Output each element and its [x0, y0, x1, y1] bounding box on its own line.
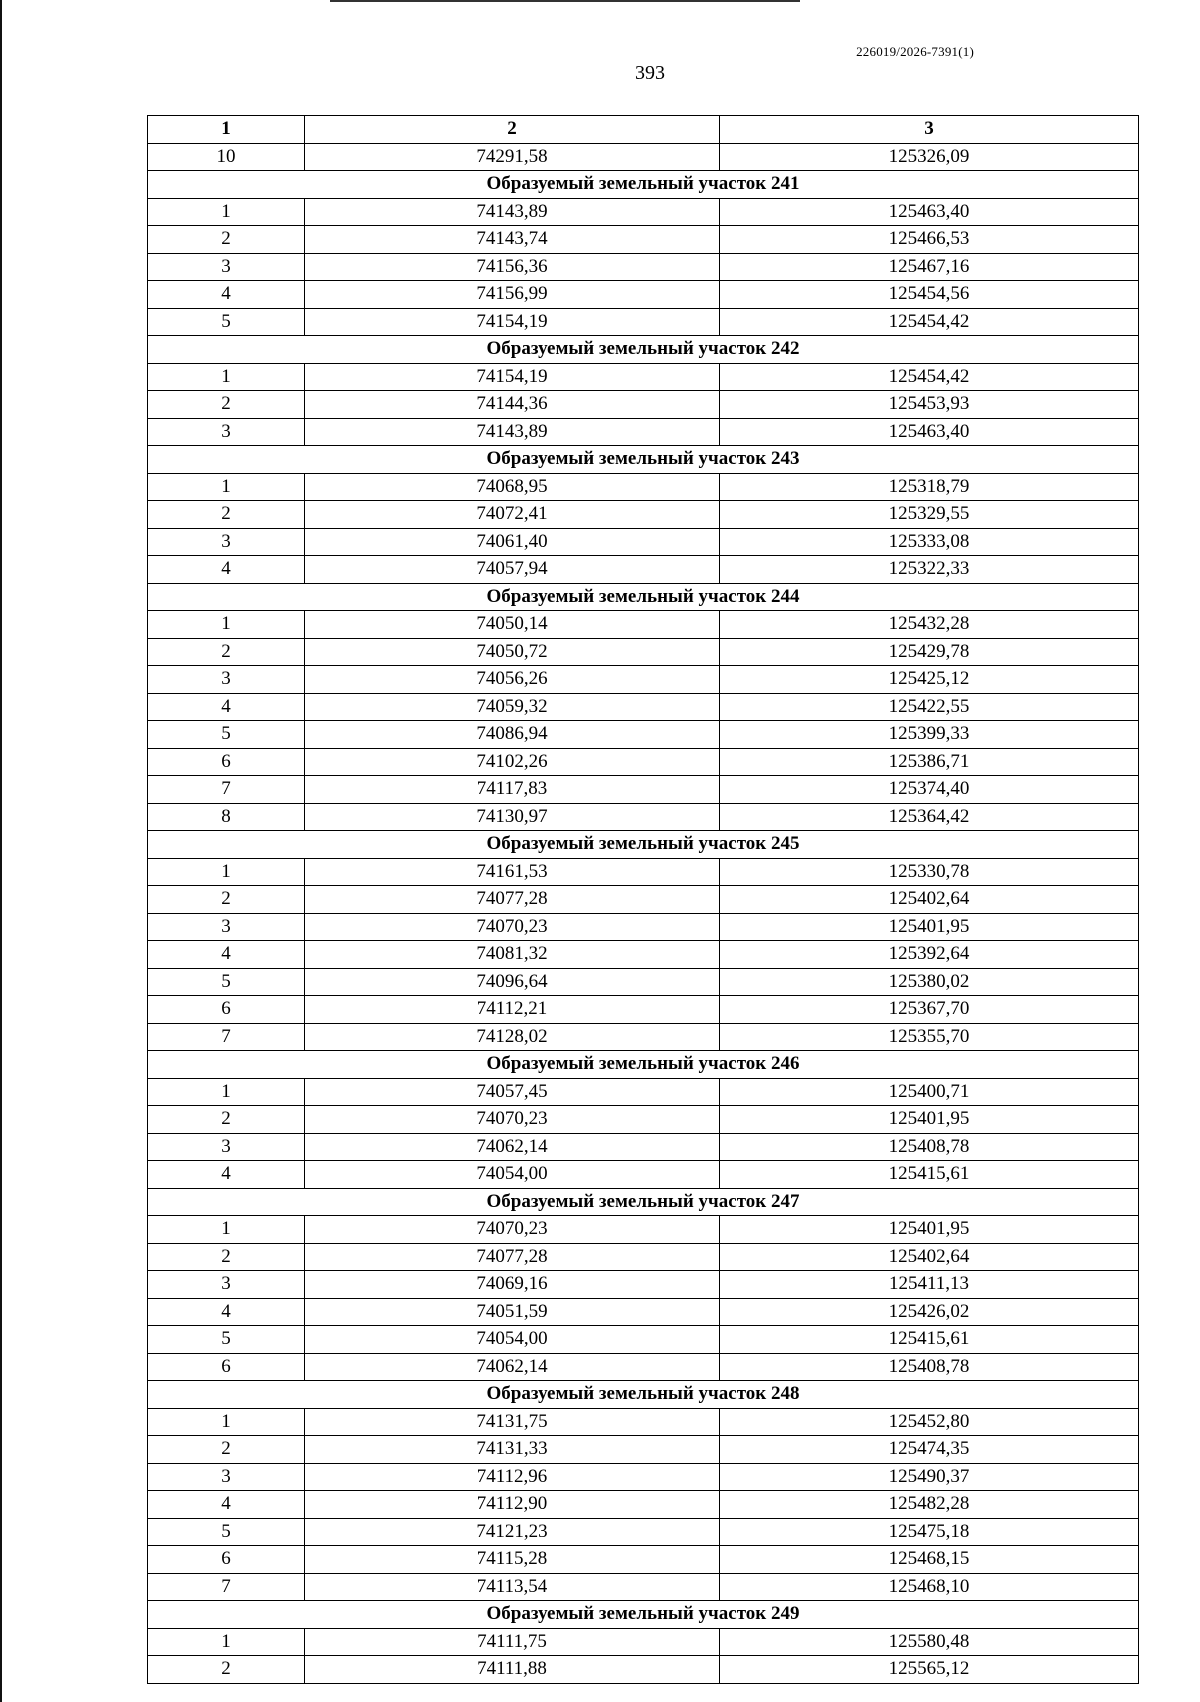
- table-row: [148, 803, 1139, 831]
- point-number-cell: 1: [148, 198, 305, 226]
- point-number-cell: 3: [148, 253, 305, 281]
- x-coordinate-cell: 74144,36: [305, 391, 720, 419]
- table-row: [148, 391, 1139, 419]
- y-coordinate-cell: 125322,33: [720, 556, 1139, 584]
- y-coordinate-cell: 125408,78: [720, 1133, 1139, 1161]
- point-number-cell: 2: [148, 1243, 305, 1271]
- x-coordinate-cell: 74113,54: [305, 1573, 720, 1601]
- y-coordinate-cell: 125453,93: [720, 391, 1139, 419]
- table-row: [148, 1408, 1139, 1436]
- x-coordinate-cell: 74072,41: [305, 501, 720, 529]
- table-row: [148, 776, 1139, 804]
- section-header-row: [148, 831, 1139, 859]
- table-row: [148, 638, 1139, 666]
- x-coordinate-cell: 74062,14: [305, 1353, 720, 1381]
- document-id: 226019/2026-7391(1): [856, 44, 974, 59]
- table-row: [148, 748, 1139, 776]
- section-header-row: [148, 1601, 1139, 1629]
- x-coordinate-cell: 74115,28: [305, 1546, 720, 1574]
- x-coordinate-cell: 74077,28: [305, 886, 720, 914]
- point-number-cell: 3: [148, 1463, 305, 1491]
- table-row: [148, 1106, 1139, 1134]
- point-number-cell: 4: [148, 693, 305, 721]
- x-coordinate-cell: 74051,59: [305, 1298, 720, 1326]
- x-coordinate-cell: 74131,33: [305, 1436, 720, 1464]
- y-coordinate-cell: 125326,09: [720, 143, 1139, 171]
- section-title: Образуемый земельный участок 242: [148, 336, 1139, 364]
- table-row: [148, 1463, 1139, 1491]
- header-cell-2: 2: [305, 116, 720, 144]
- y-coordinate-cell: 125468,10: [720, 1573, 1139, 1601]
- y-coordinate-cell: 125402,64: [720, 886, 1139, 914]
- scan-edge: [0, 0, 2, 1702]
- section-header-row: [148, 336, 1139, 364]
- y-coordinate-cell: 125329,55: [720, 501, 1139, 529]
- y-coordinate-cell: 125402,64: [720, 1243, 1139, 1271]
- x-coordinate-cell: 74070,23: [305, 1106, 720, 1134]
- y-coordinate-cell: 125432,28: [720, 611, 1139, 639]
- table-row: [148, 1546, 1139, 1574]
- table-row: [148, 143, 1139, 171]
- point-number-cell: 7: [148, 1573, 305, 1601]
- point-number-cell: 3: [148, 913, 305, 941]
- x-coordinate-cell: 74057,94: [305, 556, 720, 584]
- table-row: [148, 1436, 1139, 1464]
- header-cell-3: 3: [720, 116, 1139, 144]
- y-coordinate-cell: 125466,53: [720, 226, 1139, 254]
- x-coordinate-cell: 74062,14: [305, 1133, 720, 1161]
- x-coordinate-cell: 74156,99: [305, 281, 720, 309]
- section-title: Образуемый земельный участок 247: [148, 1188, 1139, 1216]
- table-row: [148, 418, 1139, 446]
- y-coordinate-cell: 125392,64: [720, 941, 1139, 969]
- y-coordinate-cell: 125580,48: [720, 1628, 1139, 1656]
- x-coordinate-cell: 74143,89: [305, 198, 720, 226]
- point-number-cell: 4: [148, 941, 305, 969]
- y-coordinate-cell: 125399,33: [720, 721, 1139, 749]
- x-coordinate-cell: 74291,58: [305, 143, 720, 171]
- point-number-cell: 5: [148, 721, 305, 749]
- table-row: [148, 858, 1139, 886]
- coordinates-table-body: [148, 116, 1139, 1684]
- section-title: Образуемый земельный участок 246: [148, 1051, 1139, 1079]
- point-number-cell: 4: [148, 1491, 305, 1519]
- table-row: [148, 1298, 1139, 1326]
- y-coordinate-cell: 125380,02: [720, 968, 1139, 996]
- x-coordinate-cell: 74102,26: [305, 748, 720, 776]
- point-number-cell: 4: [148, 1161, 305, 1189]
- x-coordinate-cell: 74077,28: [305, 1243, 720, 1271]
- x-coordinate-cell: 74130,97: [305, 803, 720, 831]
- page-number: 393: [635, 62, 665, 84]
- section-title: Образуемый земельный участок 248: [148, 1381, 1139, 1409]
- point-number-cell: 3: [148, 528, 305, 556]
- table-row: [148, 941, 1139, 969]
- y-coordinate-cell: 125415,61: [720, 1326, 1139, 1354]
- table-row: [148, 666, 1139, 694]
- x-coordinate-cell: 74131,75: [305, 1408, 720, 1436]
- x-coordinate-cell: 74068,95: [305, 473, 720, 501]
- x-coordinate-cell: 74112,90: [305, 1491, 720, 1519]
- y-coordinate-cell: 125318,79: [720, 473, 1139, 501]
- y-coordinate-cell: 125454,42: [720, 308, 1139, 336]
- y-coordinate-cell: 125454,42: [720, 363, 1139, 391]
- section-title: Образуемый земельный участок 249: [148, 1601, 1139, 1629]
- table-row: [148, 556, 1139, 584]
- table-row: [148, 721, 1139, 749]
- point-number-cell: 5: [148, 1326, 305, 1354]
- x-coordinate-cell: 74154,19: [305, 308, 720, 336]
- table-row: [148, 886, 1139, 914]
- section-header-row: [148, 583, 1139, 611]
- table-row: [148, 1271, 1139, 1299]
- x-coordinate-cell: 74061,40: [305, 528, 720, 556]
- point-number-cell: 7: [148, 1023, 305, 1051]
- y-coordinate-cell: 125475,18: [720, 1518, 1139, 1546]
- x-coordinate-cell: 74069,16: [305, 1271, 720, 1299]
- y-coordinate-cell: 125386,71: [720, 748, 1139, 776]
- point-number-cell: 2: [148, 501, 305, 529]
- y-coordinate-cell: 125330,78: [720, 858, 1139, 886]
- y-coordinate-cell: 125426,02: [720, 1298, 1139, 1326]
- y-coordinate-cell: 125468,15: [720, 1546, 1139, 1574]
- point-number-cell: 1: [148, 611, 305, 639]
- table-row: [148, 1656, 1139, 1684]
- table-row: [148, 473, 1139, 501]
- x-coordinate-cell: 74086,94: [305, 721, 720, 749]
- y-coordinate-cell: 125565,12: [720, 1656, 1139, 1684]
- point-number-cell: 6: [148, 748, 305, 776]
- x-coordinate-cell: 74156,36: [305, 253, 720, 281]
- section-header-row: [148, 1381, 1139, 1409]
- x-coordinate-cell: 74111,75: [305, 1628, 720, 1656]
- table-row: [148, 1491, 1139, 1519]
- table-row: [148, 1326, 1139, 1354]
- y-coordinate-cell: 125401,95: [720, 913, 1139, 941]
- table-row: [148, 363, 1139, 391]
- point-number-cell: 6: [148, 1353, 305, 1381]
- point-number-cell: 1: [148, 363, 305, 391]
- header-cell-1: 1: [148, 116, 305, 144]
- section-title: Образуемый земельный участок 243: [148, 446, 1139, 474]
- x-coordinate-cell: 74096,64: [305, 968, 720, 996]
- table-row: [148, 693, 1139, 721]
- x-coordinate-cell: 74050,14: [305, 611, 720, 639]
- section-title: Образуемый земельный участок 244: [148, 583, 1139, 611]
- y-coordinate-cell: 125429,78: [720, 638, 1139, 666]
- x-coordinate-cell: 74057,45: [305, 1078, 720, 1106]
- point-number-cell: 7: [148, 776, 305, 804]
- x-coordinate-cell: 74050,72: [305, 638, 720, 666]
- table-row: [148, 1133, 1139, 1161]
- point-number-cell: 1: [148, 1408, 305, 1436]
- y-coordinate-cell: 125401,95: [720, 1106, 1139, 1134]
- y-coordinate-cell: 125411,13: [720, 1271, 1139, 1299]
- table-row: [148, 1573, 1139, 1601]
- x-coordinate-cell: 74117,83: [305, 776, 720, 804]
- y-coordinate-cell: 125463,40: [720, 418, 1139, 446]
- x-coordinate-cell: 74081,32: [305, 941, 720, 969]
- y-coordinate-cell: 125355,70: [720, 1023, 1139, 1051]
- table-row: [148, 528, 1139, 556]
- point-number-cell: 6: [148, 1546, 305, 1574]
- y-coordinate-cell: 125333,08: [720, 528, 1139, 556]
- y-coordinate-cell: 125408,78: [720, 1353, 1139, 1381]
- point-number-cell: 1: [148, 473, 305, 501]
- x-coordinate-cell: 74112,21: [305, 996, 720, 1024]
- y-coordinate-cell: 125463,40: [720, 198, 1139, 226]
- point-number-cell: 5: [148, 1518, 305, 1546]
- y-coordinate-cell: 125490,37: [720, 1463, 1139, 1491]
- point-number-cell: 5: [148, 968, 305, 996]
- table-row: [148, 1518, 1139, 1546]
- point-number-cell: 1: [148, 1216, 305, 1244]
- table-row: [148, 1628, 1139, 1656]
- table-header-row: [148, 116, 1139, 144]
- point-number-cell: 1: [148, 1628, 305, 1656]
- x-coordinate-cell: 74054,00: [305, 1161, 720, 1189]
- section-title: Образуемый земельный участок 245: [148, 831, 1139, 859]
- table-row: [148, 501, 1139, 529]
- point-number-cell: 1: [148, 858, 305, 886]
- x-coordinate-cell: 74054,00: [305, 1326, 720, 1354]
- table-row: [148, 308, 1139, 336]
- x-coordinate-cell: 74059,32: [305, 693, 720, 721]
- section-header-row: [148, 446, 1139, 474]
- x-coordinate-cell: 74070,23: [305, 913, 720, 941]
- table-row: [148, 253, 1139, 281]
- y-coordinate-cell: 125452,80: [720, 1408, 1139, 1436]
- point-number-cell: 6: [148, 996, 305, 1024]
- point-number-cell: 1: [148, 1078, 305, 1106]
- point-number-cell: 3: [148, 1271, 305, 1299]
- point-number-cell: 4: [148, 556, 305, 584]
- table-row: [148, 611, 1139, 639]
- table-row: [148, 1023, 1139, 1051]
- x-coordinate-cell: 74154,19: [305, 363, 720, 391]
- point-number-cell: 4: [148, 281, 305, 309]
- point-number-cell: 3: [148, 666, 305, 694]
- y-coordinate-cell: 125415,61: [720, 1161, 1139, 1189]
- table-row: [148, 226, 1139, 254]
- coordinates-table: [147, 115, 1139, 1684]
- point-number-cell: 3: [148, 1133, 305, 1161]
- y-coordinate-cell: 125401,95: [720, 1216, 1139, 1244]
- table-row: [148, 198, 1139, 226]
- point-number-cell: 5: [148, 308, 305, 336]
- point-number-cell: 3: [148, 418, 305, 446]
- x-coordinate-cell: 74161,53: [305, 858, 720, 886]
- section-title: Образуемый земельный участок 241: [148, 171, 1139, 199]
- y-coordinate-cell: 125400,71: [720, 1078, 1139, 1106]
- y-coordinate-cell: 125454,56: [720, 281, 1139, 309]
- x-coordinate-cell: 74111,88: [305, 1656, 720, 1684]
- section-header-row: [148, 1188, 1139, 1216]
- table-row: [148, 1078, 1139, 1106]
- point-number-cell: 10: [148, 143, 305, 171]
- table-row: [148, 281, 1139, 309]
- table-row: [148, 968, 1139, 996]
- y-coordinate-cell: 125374,40: [720, 776, 1139, 804]
- y-coordinate-cell: 125364,42: [720, 803, 1139, 831]
- x-coordinate-cell: 74143,89: [305, 418, 720, 446]
- point-number-cell: 2: [148, 1656, 305, 1684]
- y-coordinate-cell: 125367,70: [720, 996, 1139, 1024]
- y-coordinate-cell: 125467,16: [720, 253, 1139, 281]
- y-coordinate-cell: 125474,35: [720, 1436, 1139, 1464]
- point-number-cell: 4: [148, 1298, 305, 1326]
- table-row: [148, 913, 1139, 941]
- point-number-cell: 8: [148, 803, 305, 831]
- point-number-cell: 2: [148, 1106, 305, 1134]
- y-coordinate-cell: 125422,55: [720, 693, 1139, 721]
- section-header-row: [148, 171, 1139, 199]
- table-row: [148, 1243, 1139, 1271]
- x-coordinate-cell: 74128,02: [305, 1023, 720, 1051]
- section-header-row: [148, 1051, 1139, 1079]
- x-coordinate-cell: 74143,74: [305, 226, 720, 254]
- x-coordinate-cell: 74056,26: [305, 666, 720, 694]
- table-row: [148, 1353, 1139, 1381]
- x-coordinate-cell: 74112,96: [305, 1463, 720, 1491]
- point-number-cell: 2: [148, 391, 305, 419]
- y-coordinate-cell: 125482,28: [720, 1491, 1139, 1519]
- table-row: [148, 996, 1139, 1024]
- y-coordinate-cell: 125425,12: [720, 666, 1139, 694]
- point-number-cell: 2: [148, 226, 305, 254]
- x-coordinate-cell: 74121,23: [305, 1518, 720, 1546]
- point-number-cell: 2: [148, 1436, 305, 1464]
- point-number-cell: 2: [148, 638, 305, 666]
- scan-artifact-line: [330, 0, 800, 2]
- table-row: [148, 1161, 1139, 1189]
- x-coordinate-cell: 74070,23: [305, 1216, 720, 1244]
- point-number-cell: 2: [148, 886, 305, 914]
- table-row: [148, 1216, 1139, 1244]
